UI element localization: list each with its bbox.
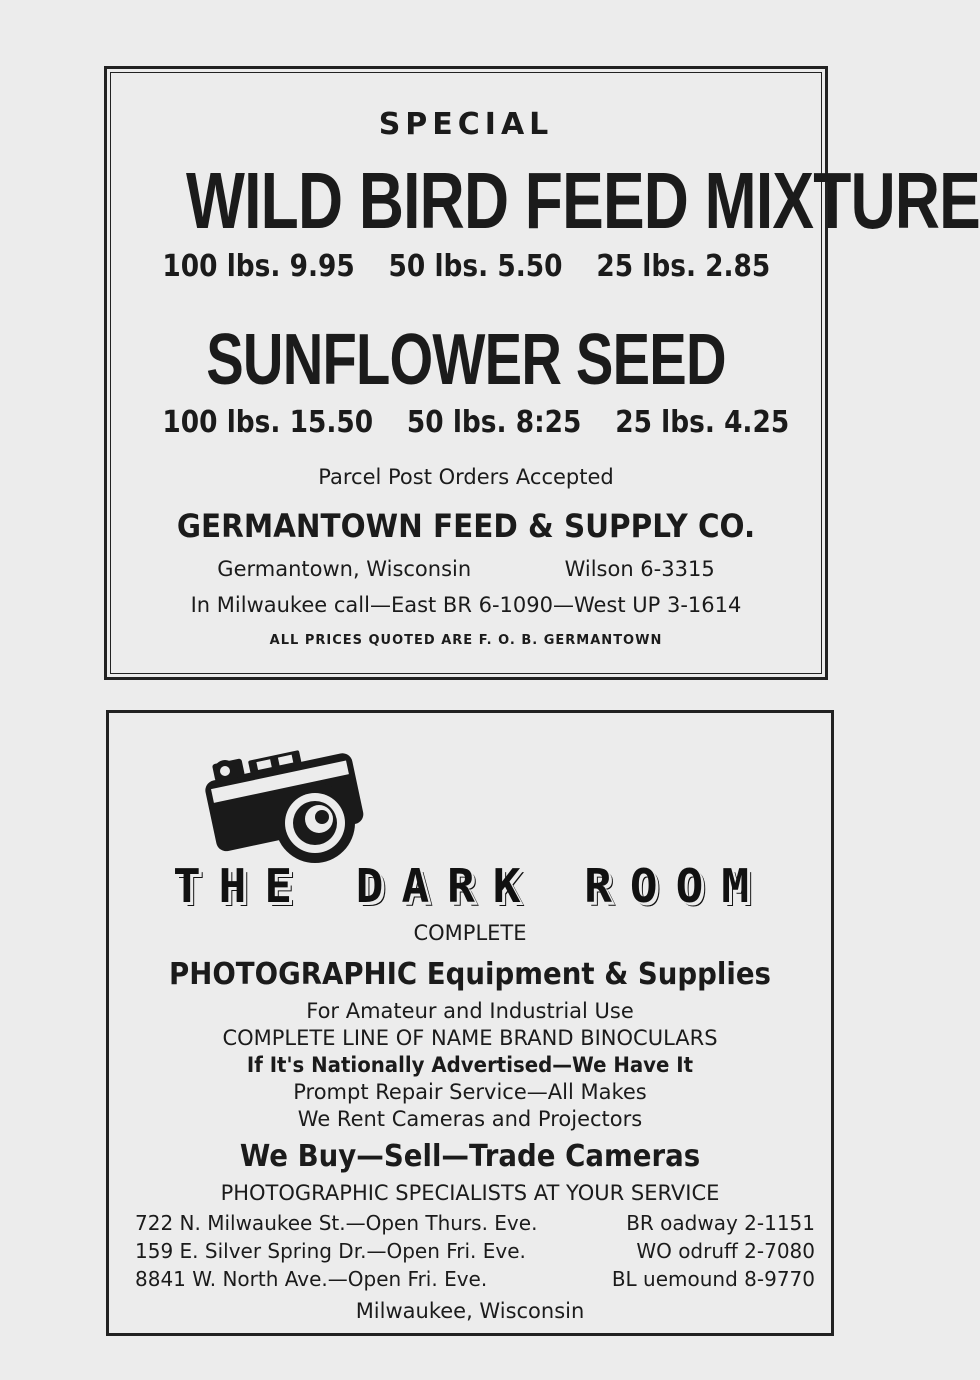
milwaukee-phones: In Milwaukee call—East BR 6-1090—West UP 3-1614 xyxy=(190,593,742,617)
phone-number: Wilson 6-3315 xyxy=(564,557,715,581)
store-address: 159 E. Silver Spring Dr.—Open Fri. Eve. xyxy=(135,1239,526,1263)
list-item xyxy=(135,1239,815,1267)
bird-feed-prices xyxy=(150,249,782,284)
sunflower-prices xyxy=(150,405,790,440)
list-item xyxy=(135,1267,815,1295)
parcel-post-note: Parcel Post Orders Accepted xyxy=(318,465,614,489)
equipment-headline: PHOTOGRAPHIC Equipment & Supplies xyxy=(168,957,771,992)
service-line: For Amateur and Industrial Use xyxy=(306,999,634,1023)
town: Germantown, Wisconsin xyxy=(217,557,472,581)
store-address: 722 N. Milwaukee St.—Open Thurs. Eve. xyxy=(135,1211,538,1235)
special-label: SPECIAL xyxy=(378,107,554,142)
store-title: THE DARK ROOM xyxy=(172,859,768,913)
list-item xyxy=(135,1211,815,1239)
sunflower-headline: SUNFLOWER SEED xyxy=(206,320,726,400)
buy-sell-trade-headline: We Buy—Sell—Trade Cameras xyxy=(239,1139,701,1174)
store-phone: WO odruff 2-7080 xyxy=(636,1239,815,1263)
specialists-line: PHOTOGRAPHIC SPECIALISTS AT YOUR SERVICE xyxy=(220,1181,720,1205)
city-line: Milwaukee, Wisconsin xyxy=(355,1299,585,1323)
bird-feed-headline: WILD BIRD FEED MIXTURE xyxy=(185,156,980,245)
price-item: 25 lbs. 2.85 xyxy=(596,249,771,284)
service-line: Prompt Repair Service—All Makes xyxy=(293,1080,647,1104)
store-address: 8841 W. North Ave.—Open Fri. Eve. xyxy=(135,1267,488,1291)
store-list xyxy=(135,1211,815,1295)
complete-label: COMPLETE xyxy=(413,921,527,945)
fob-note: ALL PRICES QUOTED ARE F. O. B. GERMANTOWN xyxy=(269,633,663,648)
service-line: COMPLETE LINE OF NAME BRAND BINOCULARS xyxy=(222,1026,718,1050)
service-line: We Rent Cameras and Projectors xyxy=(297,1107,643,1131)
location-line xyxy=(107,557,825,581)
darkroom-advertisement xyxy=(106,710,834,1336)
price-item: 50 lbs. 5.50 xyxy=(388,249,563,284)
camera-icon xyxy=(195,725,385,865)
price-item: 50 lbs. 8:25 xyxy=(406,405,582,440)
price-item: 100 lbs. 15.50 xyxy=(162,405,374,440)
service-line: If It's Nationally Advertised—We Have It xyxy=(246,1053,694,1077)
price-item: 100 lbs. 9.95 xyxy=(162,249,355,284)
store-phone: BR oadway 2-1151 xyxy=(626,1211,815,1235)
feed-advertisement xyxy=(104,66,980,680)
store-phone: BL uemound 8-9770 xyxy=(611,1267,815,1291)
price-item: 25 lbs. 4.25 xyxy=(615,405,790,440)
company-name: GERMANTOWN FEED & SUPPLY CO. xyxy=(176,507,756,545)
